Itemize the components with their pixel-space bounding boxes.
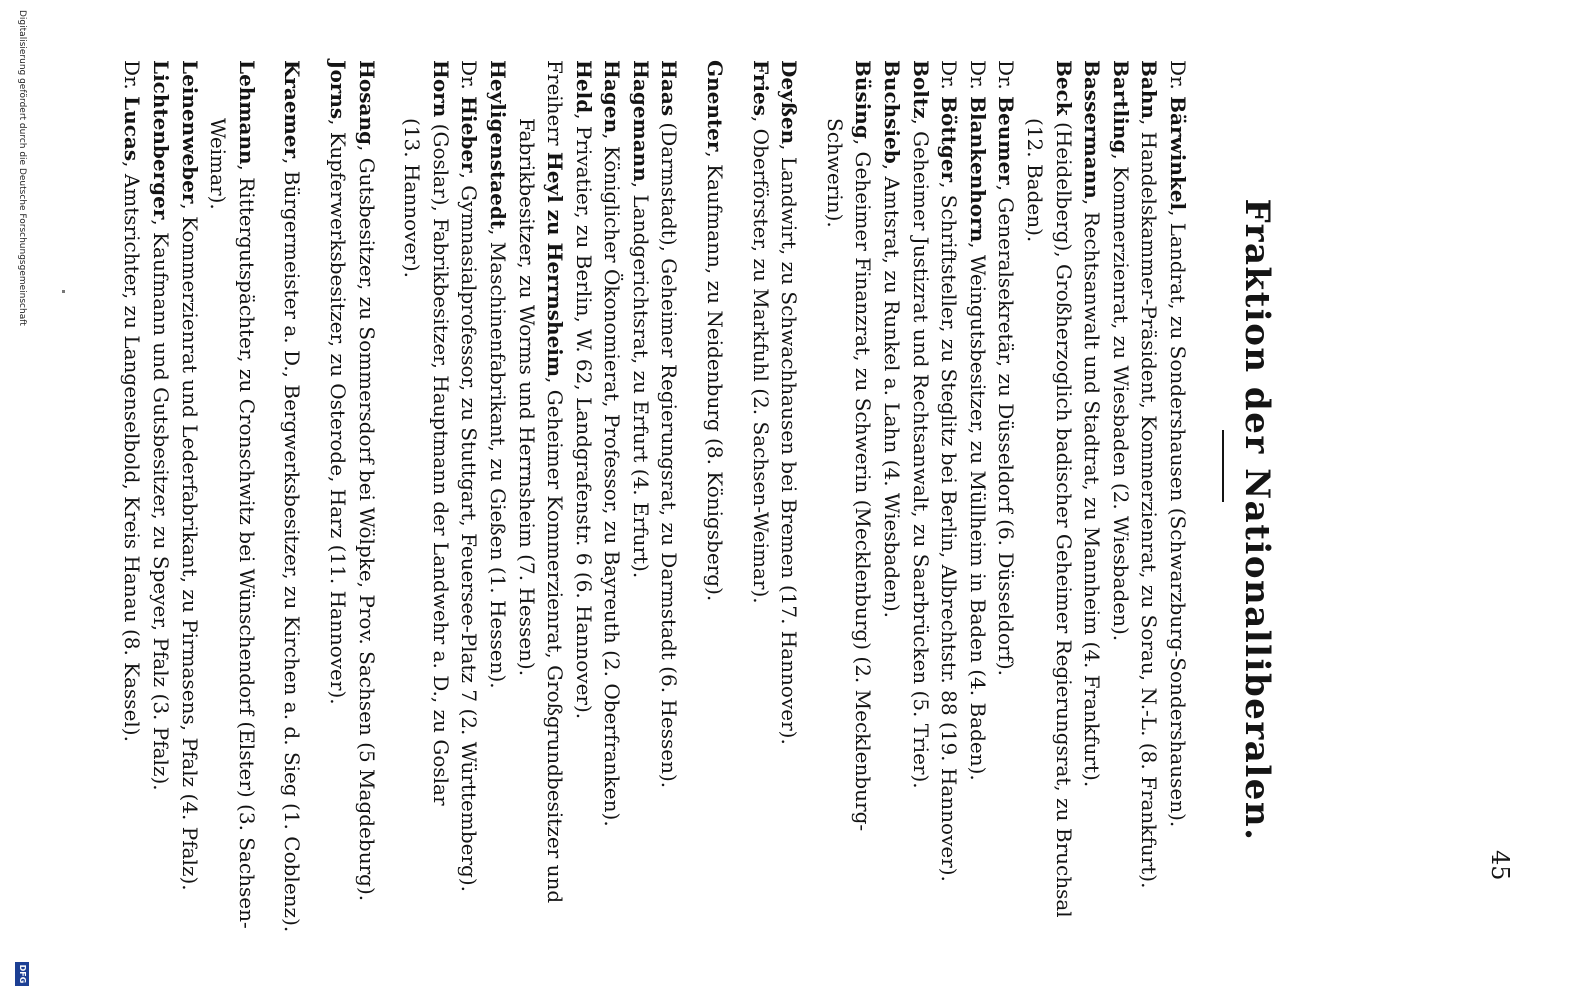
member-prefix: Dr. (1166, 60, 1190, 97)
member-entry (146, 60, 175, 965)
member-name: Hosang (354, 60, 379, 145)
member-entry (483, 60, 512, 965)
member-details: Weimar). (206, 118, 231, 210)
member-details: , Geheimer Justizrat und Rechtsanwalt, zu Saarbrücken (5. Trier). (908, 118, 933, 789)
member-name: Beumer (994, 96, 1019, 185)
member-name: Blankenhorn (965, 96, 990, 243)
member-details: , Kaufmann und Gutsbesitzer, zu Speyer, Pfalz (3. Pfalz). (149, 219, 173, 791)
member-entry (323, 60, 352, 965)
member-entry (118, 60, 147, 965)
member-entry (175, 60, 204, 965)
member-prefix: Dr. (120, 60, 145, 97)
member-details: , Maschinenfabrikant, zu Gießen (1. Hessen). (485, 229, 510, 689)
member-entry (569, 60, 598, 965)
member-details: , Geheimer Finanzrat, zu Schwerin (Mecklenburg) (2. Mecklenburg- (851, 138, 876, 832)
member-details: Schwerin). (822, 118, 847, 228)
member-entry (1020, 60, 1049, 965)
dfg-logo: DFG (15, 962, 29, 986)
heading-divider (1222, 430, 1224, 502)
member-entry (701, 60, 730, 965)
member-name: Hagen (600, 60, 625, 134)
member-entry (963, 60, 992, 965)
member-name: Bahn (1137, 60, 1162, 119)
member-prefix: Dr. (965, 60, 990, 97)
member-name: Bartling (1108, 60, 1133, 154)
member-name: Fries (748, 60, 773, 116)
member-list (118, 60, 1192, 965)
member-entry (204, 60, 233, 965)
member-details: , Schriftsteller, zu Steglitz bei Berlin, Albrechtstr. 88 (19. Hannover). (937, 182, 962, 882)
member-name: Gnenter (703, 60, 728, 152)
member-details: , Kommerzienrat und Lederfabrikant, zu Pirmasens, Pfalz (4. Pfalz). (177, 203, 202, 891)
member-details: , Gymnasialprofessor, zu Stuttgart, Feuersee-Platz 7 (2. Württemberg). (457, 172, 482, 892)
member-details: (Darmstadt), Geheimer Regierungsrat, zu Darmstadt (6. Hessen). (657, 116, 682, 789)
member-name: Jorns (325, 60, 350, 120)
member-name: Heyligenstaedt (485, 60, 510, 230)
member-details: , Weingutsbesitzer, zu Müllheim in Baden (4. Baden). (965, 242, 990, 781)
member-name: Lehmann (234, 60, 259, 165)
member-details: (13. Hannover). (400, 118, 425, 278)
member-entry (232, 60, 261, 965)
member-name: Bärwinkel (1166, 96, 1190, 211)
member-name: Haas (657, 60, 682, 117)
member-name: Lichtenberger (149, 60, 173, 220)
member-details: , Kupferwerksbesitzer, zu Osterode, Harz (11. Hannover). (325, 119, 350, 705)
member-name: Horn (428, 60, 453, 118)
member-prefix: Dr. (457, 60, 482, 97)
member-entry (775, 60, 804, 965)
member-entry (598, 60, 627, 965)
member-prefix: Dr. (937, 60, 962, 97)
member-details: , Landgerichtsrat, zu Erfurt (4. Erfurt). (628, 181, 653, 579)
member-entry (849, 60, 878, 965)
page-number: 45 (1486, 850, 1514, 881)
member-details: , Oberförster, zu Markfuhl (2. Sachsen-Weimar). (748, 115, 773, 604)
member-entry (398, 60, 427, 965)
member-entry (512, 60, 541, 965)
member-entry (1135, 60, 1164, 965)
member-details: , Geheimer Kommerzienrat, Großgrundbesitzer und (543, 377, 568, 904)
member-details: (Goslar), Fabrikbesitzer, Hauptmann der Landwehr a. D., zu Goslar (428, 117, 453, 806)
member-entry (626, 60, 655, 965)
member-details: , Rechtsanwalt und Stadtrat, zu Mannheim (4. Frankfurt). (1080, 198, 1105, 788)
member-name: Lucas (120, 96, 145, 162)
member-entry (992, 60, 1021, 965)
member-entry (655, 60, 684, 965)
member-entry (1163, 60, 1192, 965)
member-entry (746, 60, 775, 965)
member-details: , Gutsbesitzer, zu Sommersdorf bei Wölpke, Prov. Sachsen (5 Magdeburg). (354, 144, 379, 902)
member-name: Heyl zu Herrnsheim (543, 151, 568, 378)
member-entry (1106, 60, 1135, 965)
member-details: , Generalsekretär, zu Düsseldorf (6. Düsseldorf). (994, 184, 1019, 676)
member-details: , Königlicher Ökonomierat, Professor, zu Bayreuth (2. Oberfranken). (600, 133, 625, 827)
member-details: , Handelskammer-Präsident, Kommerzienrat, zu Sorau, N.-L. (8. Frankfurt). (1137, 118, 1162, 889)
member-name: Boltz (908, 60, 933, 119)
member-name: Büsing (851, 60, 876, 139)
member-name: Deyßen (777, 60, 802, 145)
member-details: , Kommerzienrat, zu Wiesbaden (2. Wiesbaden). (1108, 153, 1133, 642)
member-name: Kraemer (280, 60, 305, 159)
member-name: Leinenweber (177, 60, 202, 204)
member-prefix: Freiherr (543, 60, 568, 152)
member-entry (278, 60, 307, 965)
member-name: Böttger (937, 96, 962, 183)
member-details: Fabrikbesitzer, zu Worms und Herrnsheim (7. Hessen). (514, 118, 539, 677)
member-entry (935, 60, 964, 965)
member-entry (906, 60, 935, 965)
member-entry (541, 60, 570, 965)
member-name: Bassermann (1080, 60, 1105, 199)
member-prefix: Dr. (994, 60, 1019, 97)
member-details: , Privatier, zu Berlin, W. 62, Landgrafenstr. 6 (6. Hannover). (571, 113, 596, 720)
member-name: Buchsieb (880, 60, 905, 164)
member-name: Held (571, 60, 596, 114)
member-details: , Amtsrat, zu Runkel a. Lahn (4. Wiesbaden). (880, 163, 905, 619)
digitization-credit: Digitalisierung gefördert durch die Deutsche Forschungsgemeinschaft (17, 10, 27, 326)
member-entry (1078, 60, 1107, 965)
member-entry (426, 60, 455, 965)
member-details: , Kaufmann, zu Neidenburg (8. Königsberg). (703, 151, 728, 602)
scan-speck (62, 290, 65, 293)
member-entry (820, 60, 849, 965)
member-name: Beck (1051, 60, 1076, 116)
member-entry (877, 60, 906, 965)
member-details: (12. Baden). (1023, 118, 1048, 243)
member-name: Hieber (457, 96, 482, 173)
member-entry (352, 60, 381, 965)
member-details: , Landrat, zu Sondershausen (Schwarzburg-Sondershausen). (1166, 210, 1190, 828)
member-details: , Bürgermeister a. D., Bergwerksbesitzer, zu Kirchen a. d. Sieg (1. Coblenz). (280, 158, 305, 933)
member-details: , Amtsrichter, zu Langenselbold, Kreis Hanau (8. Kassel). (120, 161, 145, 742)
member-entry (1049, 60, 1078, 965)
section-heading: Fraktion der Nationalliberalen. (1237, 198, 1277, 842)
member-details: , Landwirt, zu Schwachhausen bei Bremen (17. Hannover). (777, 144, 802, 745)
member-entry (455, 60, 484, 965)
member-details: , Rittergutspächter, zu Cronschwitz bei Wünschendorf (Elster) (3. Sachsen- (234, 164, 259, 929)
member-details: (Heidelberg), Großherzoglich badischer Geheimer Regierungsrat, zu Bruchsal (1051, 115, 1076, 918)
member-name: Hagemann (628, 60, 653, 182)
